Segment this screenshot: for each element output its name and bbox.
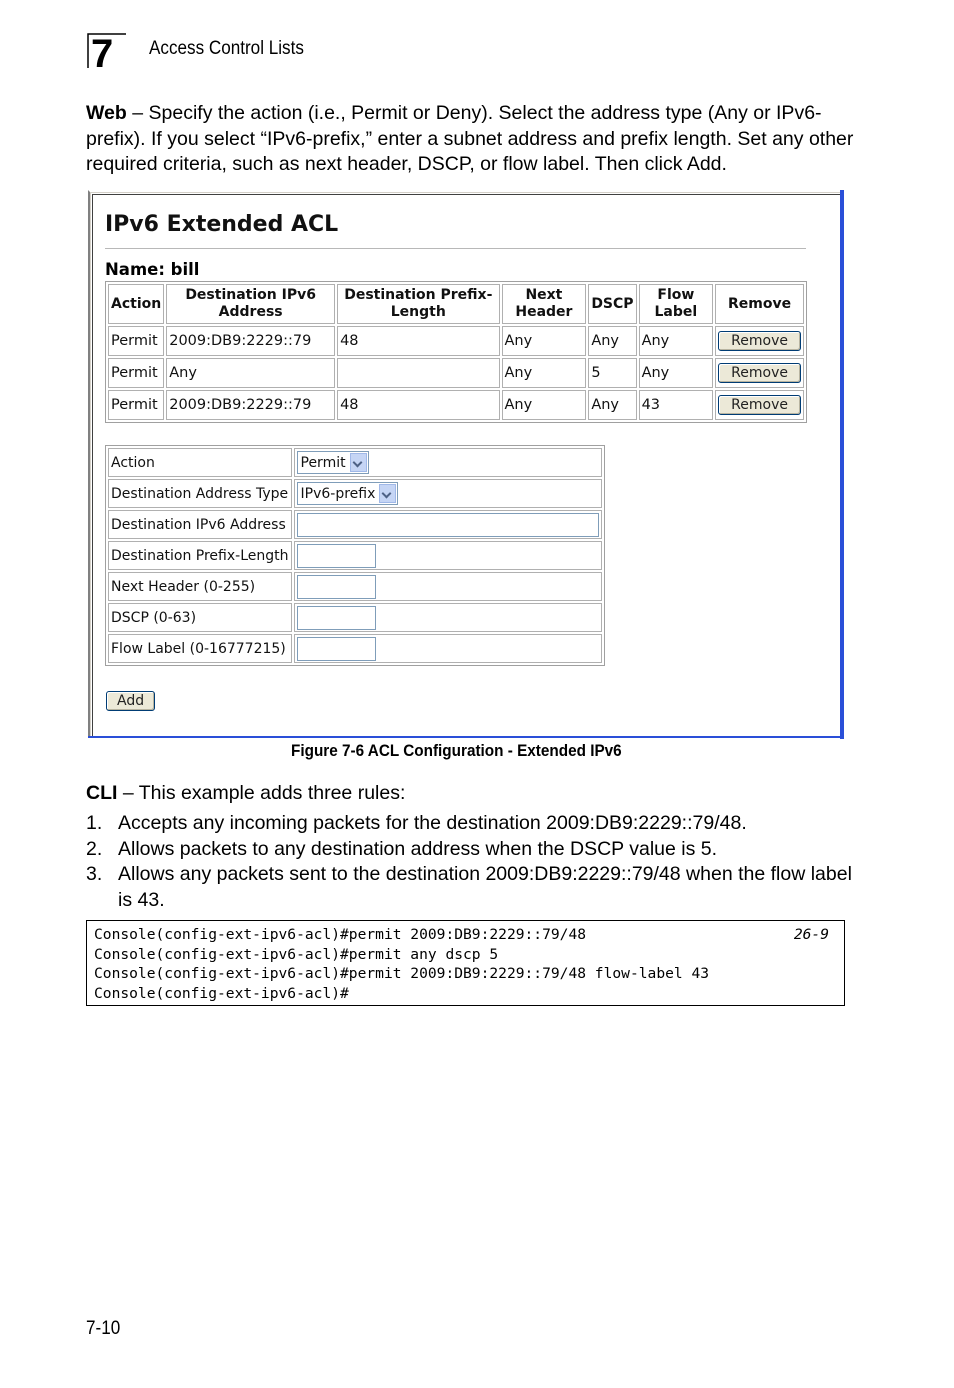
screenshot-bottom-edge: [88, 736, 844, 738]
col-remove: Remove: [715, 284, 804, 324]
col-flow-label: Flow Label: [639, 284, 714, 324]
col-action: Action: [108, 284, 164, 324]
col-next-header: Next Header: [502, 284, 587, 324]
step-text: Allows any packets sent to the destination 2009:DB9:2229::79/48 when the flow label is 43.: [118, 863, 852, 911]
form-row-address-type: [108, 479, 602, 508]
form-row-prefix: [108, 541, 602, 570]
address-type-select[interactable]: [297, 482, 399, 505]
dscp-input[interactable]: [297, 606, 376, 630]
cell-dscp: 5: [588, 358, 636, 388]
acl-name-label: Name: bill: [105, 260, 200, 279]
dscp-label: DSCP (0-63): [108, 603, 292, 632]
step-number: 1.: [86, 812, 103, 834]
table-row: [108, 326, 804, 356]
flow-label-field-cell: [294, 634, 602, 663]
step-text: Allows packets to any destination address when the DSCP value is 5.: [118, 837, 718, 860]
address-type-select-value: IPv6-prefix: [300, 485, 376, 502]
add-rule-form: [105, 445, 605, 666]
cli-text: – This example adds three rules:: [117, 782, 406, 804]
prefix-field-cell: [294, 541, 602, 570]
flow-label-input[interactable]: [297, 637, 376, 661]
remove-button[interactable]: Remove: [718, 395, 801, 415]
next-header-field-cell: [294, 572, 602, 601]
address-label: Destination IPv6 Address: [108, 510, 292, 539]
next-header-label: Next Header (0-255): [108, 572, 292, 601]
cell-dscp: Any: [588, 326, 636, 356]
next-header-input[interactable]: [297, 575, 376, 599]
cell-flow-label: Any: [639, 326, 714, 356]
form-row-address: [108, 510, 602, 539]
remove-button[interactable]: Remove: [718, 331, 801, 351]
title-divider: [105, 248, 806, 249]
intro-paragraph: [86, 101, 856, 178]
chevron-down-icon[interactable]: [379, 484, 396, 503]
chapter-number: 7: [91, 33, 114, 69]
chapter-number-badge: [87, 33, 125, 67]
col-destination-address: Destination IPv6 Address: [166, 284, 335, 324]
cell-action: Permit: [108, 358, 164, 388]
action-select-value: Permit: [300, 454, 346, 471]
address-field-cell: [294, 510, 602, 539]
cell-address: Any: [166, 358, 335, 388]
cell-action: Permit: [108, 390, 164, 420]
action-label: Action: [108, 448, 292, 477]
running-head: Access Control Lists: [149, 38, 304, 59]
acl-rules-table: [105, 281, 807, 423]
form-row-dscp: [108, 603, 602, 632]
cell-remove: [715, 326, 804, 356]
code-line: Console(config-ext-ipv6-acl)#: [94, 984, 349, 1002]
intro-text: – Specify the action (i.e., Permit or Deny). Select the address type (Any or IPv6-prefix). If you select “IPv6-prefix,” enter a subnet address and prefix length. Set any other required criteria, such as next header, DSCP, or flow label. Then click Add.: [86, 102, 854, 175]
intro-lead: Web: [86, 102, 127, 124]
form-row-flow-label: [108, 634, 602, 663]
list-item: [86, 862, 856, 913]
code-line: Console(config-ext-ipv6-acl)#permit 2009:DB9:2229::79/48 flow-label 43: [94, 965, 710, 982]
cli-code-block: [86, 920, 845, 1006]
cli-lead: CLI: [86, 782, 118, 804]
remove-button[interactable]: Remove: [718, 363, 801, 383]
cell-prefix: 48: [337, 326, 499, 356]
acl-page-title: IPv6 Extended ACL: [105, 212, 339, 237]
list-item: [86, 837, 856, 863]
cell-action: Permit: [108, 326, 164, 356]
chevron-down-icon[interactable]: [350, 453, 367, 472]
form-row-action: [108, 448, 602, 477]
code-line: Console(config-ext-ipv6-acl)#permit 2009:DB9:2229::79/48: [94, 926, 587, 943]
add-button[interactable]: Add: [106, 691, 155, 711]
page-number: 7-10: [86, 1318, 121, 1339]
action-field-cell: [294, 448, 602, 477]
cli-paragraph: [86, 781, 856, 807]
destination-address-input[interactable]: [297, 513, 599, 537]
dscp-field-cell: [294, 603, 602, 632]
action-select[interactable]: [297, 451, 369, 474]
table-row: [108, 358, 804, 388]
prefix-length-input[interactable]: [297, 544, 376, 568]
cell-address: 2009:DB9:2229::79: [166, 390, 335, 420]
cli-steps-list: [86, 811, 856, 913]
cell-flow-label: 43: [639, 390, 714, 420]
cell-next-header: Any: [502, 358, 587, 388]
cell-prefix: 48: [337, 390, 499, 420]
cell-prefix: [337, 358, 499, 388]
cell-next-header: Any: [502, 390, 587, 420]
table-header-row: [108, 284, 804, 324]
step-number: 2.: [86, 837, 103, 860]
address-type-label: Destination Address Type: [108, 479, 292, 508]
code-line: Console(config-ext-ipv6-acl)#permit any dscp 5: [94, 945, 499, 963]
cell-next-header: Any: [502, 326, 587, 356]
cell-dscp: Any: [588, 390, 636, 420]
code-page-reference: 26-9: [793, 926, 829, 943]
form-row-next-header: [108, 572, 602, 601]
cell-remove: [715, 390, 804, 420]
cell-address: 2009:DB9:2229::79: [166, 326, 335, 356]
screenshot-scroll-edge: [840, 190, 844, 739]
step-number: 3.: [86, 863, 103, 885]
flow-label-label: Flow Label (0-16777215): [108, 634, 292, 663]
cell-flow-label: Any: [639, 358, 714, 388]
figure-caption: Figure 7-6 ACL Configuration - Extended IPv6: [291, 741, 622, 760]
col-dscp: DSCP: [588, 284, 636, 324]
address-type-field-cell: [294, 479, 602, 508]
table-row: [108, 390, 804, 420]
list-item: [86, 811, 856, 837]
cell-remove: [715, 358, 804, 388]
step-text: Accepts any incoming packets for the destination 2009:DB9:2229::79/48.: [118, 812, 747, 834]
col-destination-prefix: Destination Prefix-Length: [337, 284, 499, 324]
prefix-label: Destination Prefix-Length: [108, 541, 292, 570]
